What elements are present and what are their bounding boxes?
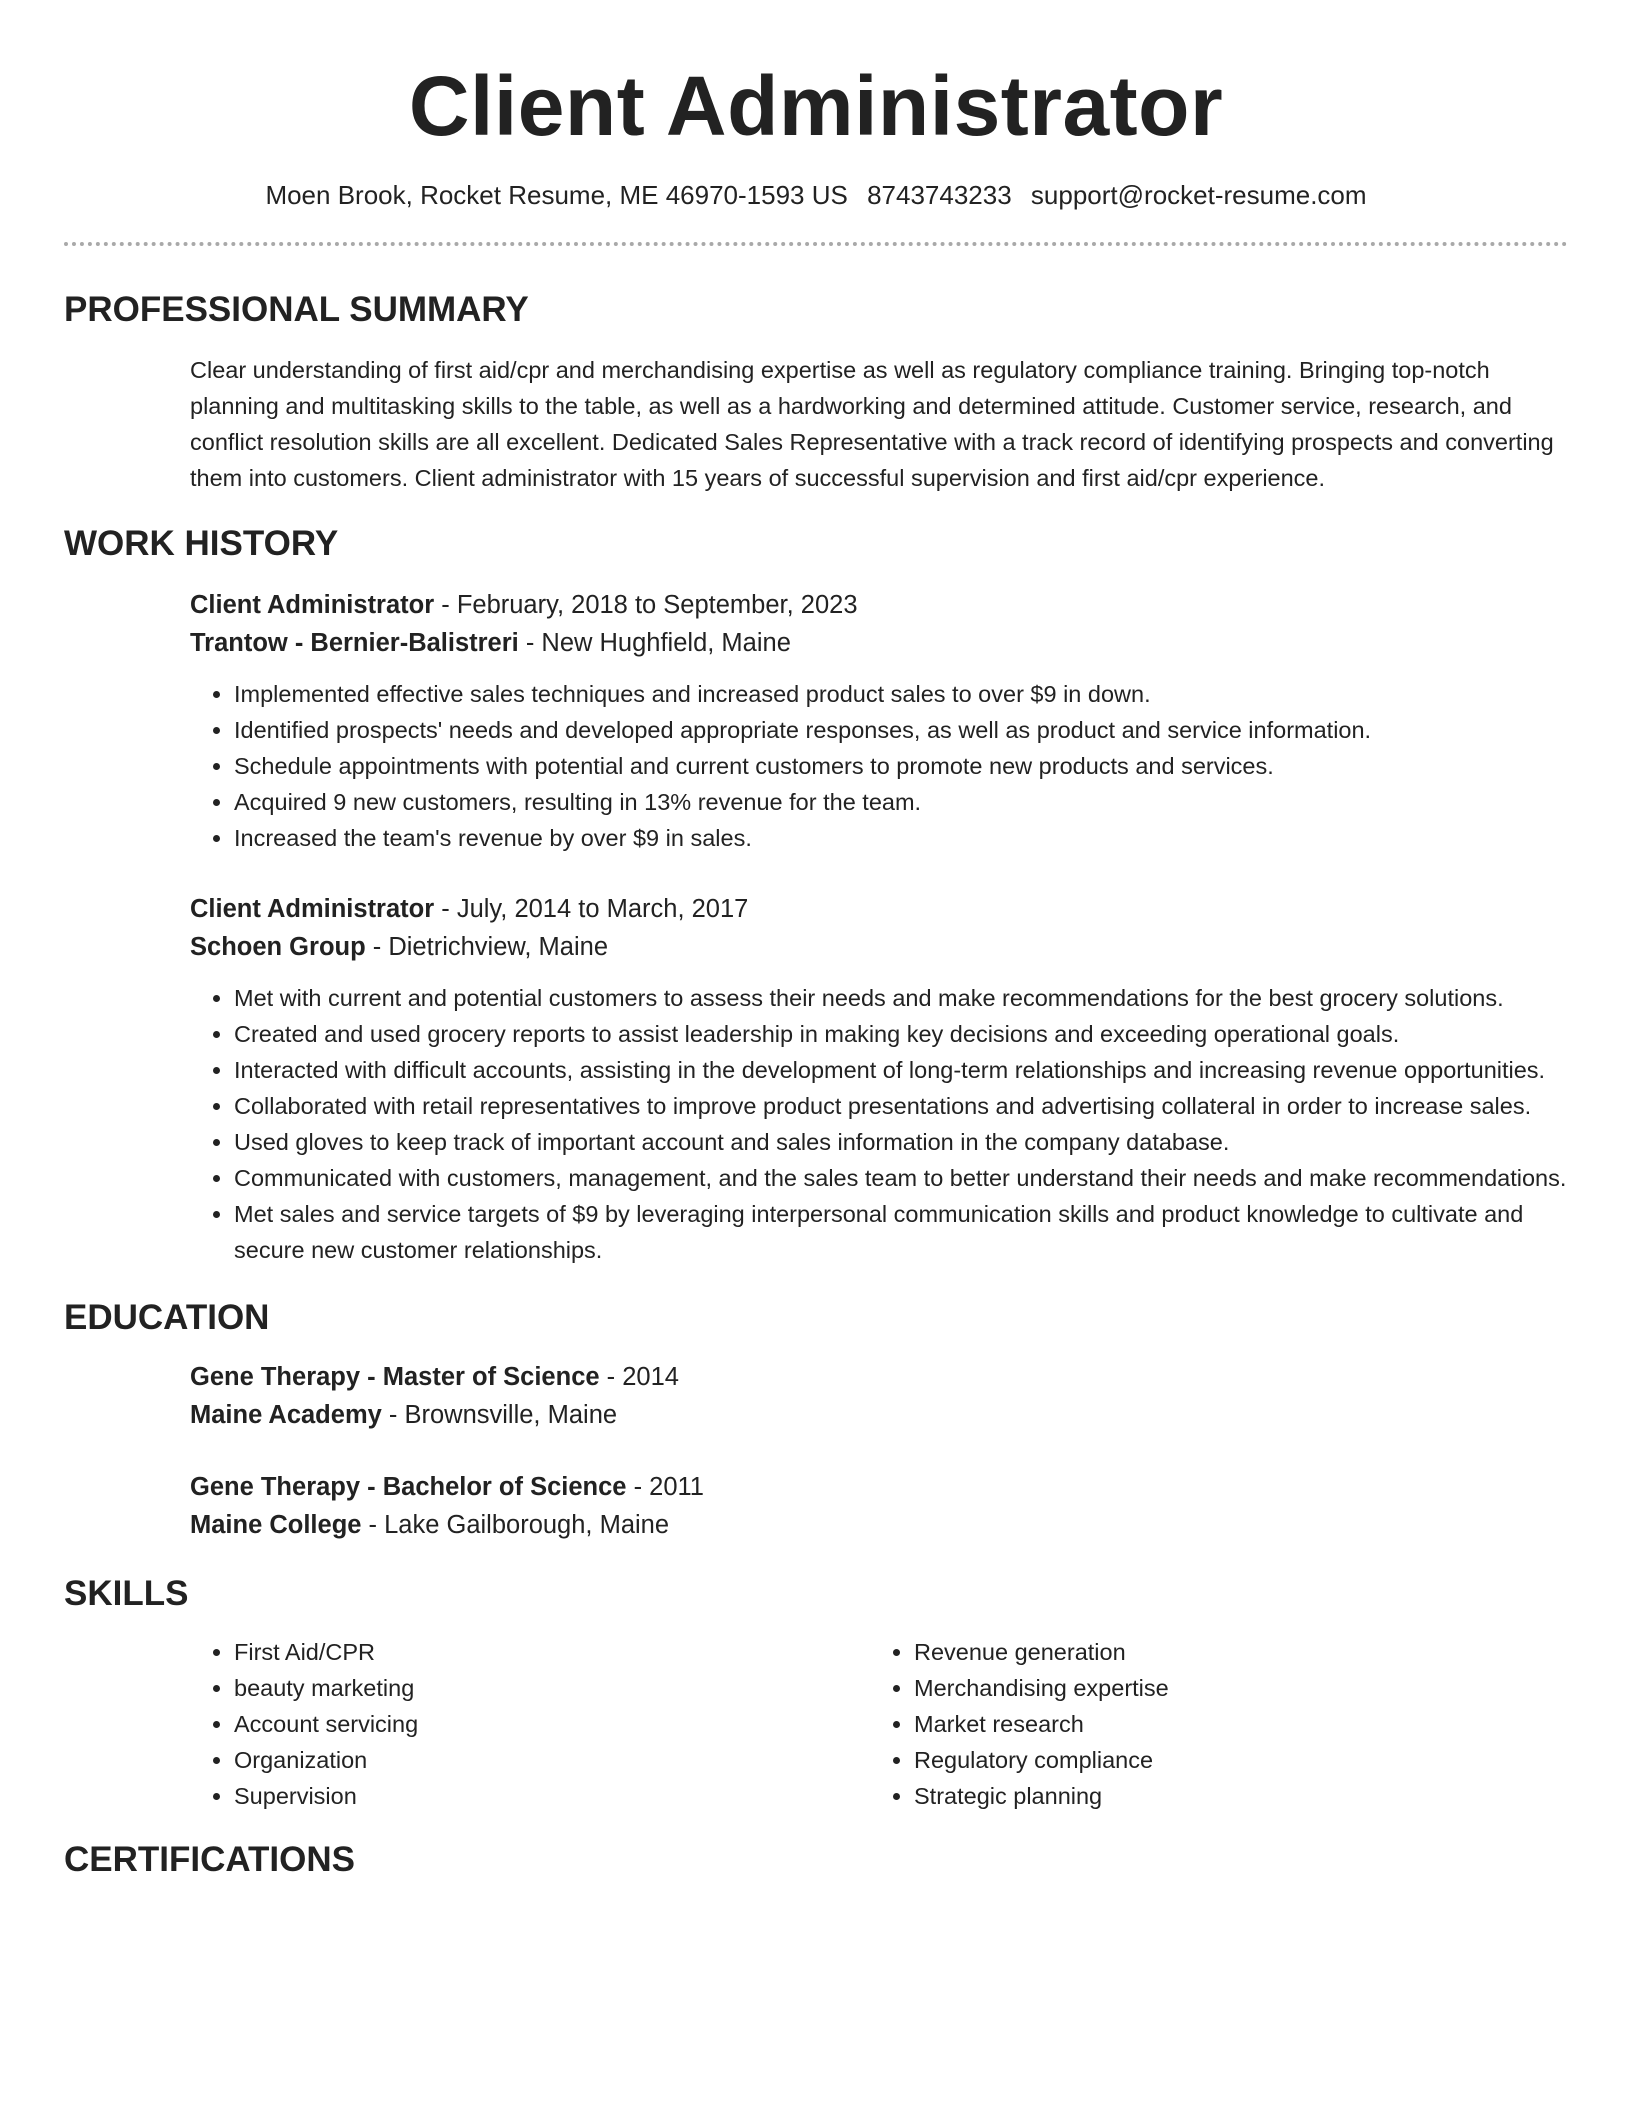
skills-list-right <box>870 1634 1554 1814</box>
resume-page <box>64 0 1568 1882</box>
job-role-line <box>190 586 1568 624</box>
job-bullet: • Communicated with customers, management, and the sales team to better understand their needs and make recommendations. <box>234 1160 1568 1196</box>
job-bullet: • Implemented effective sales techniques and increased product sales to over $9 in down. <box>234 676 1568 712</box>
skill-item: • Market research <box>914 1706 1554 1742</box>
contact-email: support@rocket-resume.com <box>1030 180 1367 210</box>
skill-item: • Account servicing <box>234 1706 870 1742</box>
skill-item: • Revenue generation <box>914 1634 1554 1670</box>
job-bullet: • Used gloves to keep track of important account and sales information in the company database. <box>234 1124 1568 1160</box>
skill-item: • beauty marketing <box>234 1670 870 1706</box>
summary-text: Clear understanding of first aid/cpr and merchandising expertise as well as regulatory compliance training. Bringing top-notch planning and multitasking skills to the table, as well as a hardworking and determined attitude. Customer service, research, and conflict resolution skills are all excellent. Dedicated Sales Representative with a track record of identifying prospects and converting them into customers. Client administrator with 15 years of successful supervision and first aid/cpr experience. <box>190 357 1554 491</box>
job-dates: - February, 2018 to September, 2023 <box>434 591 858 619</box>
contact-line <box>64 178 1568 212</box>
skills-list-left <box>190 1634 870 1814</box>
job-location: - Dietrichview, Maine <box>365 933 609 961</box>
job-company: Schoen Group <box>190 933 366 961</box>
job-bullet: • Met with current and potential customers to assess their needs and make recommendations for the best grocery solutions. <box>234 980 1568 1016</box>
education-school-line <box>190 1506 1568 1544</box>
job-bullet: • Increased the team's revenue by over $9 in sales. <box>234 820 1568 856</box>
contact-phone: 8743743233 <box>867 180 1012 210</box>
candidate-name: Client Administrator <box>408 59 1224 153</box>
job-company-line <box>190 624 1568 662</box>
section-title-work-history: WORK HISTORY <box>64 524 339 563</box>
section-title-summary: PROFESSIONAL SUMMARY <box>64 290 529 329</box>
education-degree-line <box>190 1358 1568 1396</box>
education-degree: Gene Therapy - Master of Science <box>190 1363 600 1391</box>
education-year: - 2011 <box>626 1473 704 1501</box>
education-location: - Lake Gailborough, Maine <box>361 1511 670 1539</box>
job-bullet: • Schedule appointments with potential and current customers to promote new products and services. <box>234 748 1568 784</box>
skills-grid <box>190 1634 1568 1814</box>
education-school: Maine College <box>190 1511 362 1539</box>
education-location: - Brownsville, Maine <box>381 1401 618 1429</box>
skill-item: • Strategic planning <box>914 1778 1554 1814</box>
education-entry <box>190 1358 1568 1434</box>
job-role-line <box>190 890 1568 928</box>
education-year: - 2014 <box>599 1363 679 1391</box>
job-bullets <box>190 980 1568 1268</box>
job-bullet: • Acquired 9 new customers, resulting in 13% revenue for the team. <box>234 784 1568 820</box>
job-bullets <box>190 676 1568 856</box>
job-bullet: • Identified prospects' needs and developed appropriate responses, as well as product and service information. <box>234 712 1568 748</box>
skill-item: • First Aid/CPR <box>234 1634 870 1670</box>
skill-item: • Merchandising expertise <box>914 1670 1554 1706</box>
job-entry <box>190 586 1568 856</box>
education-degree: Gene Therapy - Bachelor of Science <box>190 1473 627 1501</box>
contact-address: Moen Brook, Rocket Resume, ME 46970-1593 US <box>265 180 848 210</box>
section-title-education: EDUCATION <box>64 1298 270 1337</box>
section-title-certifications: CERTIFICATIONS <box>64 1840 356 1879</box>
header-divider <box>64 242 1568 246</box>
job-bullet: • Met sales and service targets of $9 by leveraging interpersonal communication skills and product knowledge to cultivate and secure new customer relationships. <box>234 1196 1568 1268</box>
job-company-line <box>190 928 1568 966</box>
education-degree-line <box>190 1468 1568 1506</box>
skill-item: • Organization <box>234 1742 870 1778</box>
job-company: Trantow - Bernier-Balistreri <box>190 629 519 657</box>
section-title-skills: SKILLS <box>64 1574 189 1613</box>
job-dates: - July, 2014 to March, 2017 <box>434 895 749 923</box>
job-role: Client Administrator <box>190 895 435 923</box>
education-school: Maine Academy <box>190 1401 382 1429</box>
job-entry <box>190 890 1568 1268</box>
job-location: - New Hughfield, Maine <box>518 629 791 657</box>
education-school-line <box>190 1396 1568 1434</box>
skill-item: • Regulatory compliance <box>914 1742 1554 1778</box>
job-bullet: • Interacted with difficult accounts, assisting in the development of long-term relationships and increasing revenue opportunities. <box>234 1052 1568 1088</box>
skill-item: • Supervision <box>234 1778 870 1814</box>
job-role: Client Administrator <box>190 591 435 619</box>
job-bullet: • Collaborated with retail representatives to improve product presentations and advertising collateral in order to increase sales. <box>234 1088 1568 1124</box>
job-bullet: • Created and used grocery reports to assist leadership in making key decisions and exceeding operational goals. <box>234 1016 1568 1052</box>
education-entry <box>190 1468 1568 1544</box>
